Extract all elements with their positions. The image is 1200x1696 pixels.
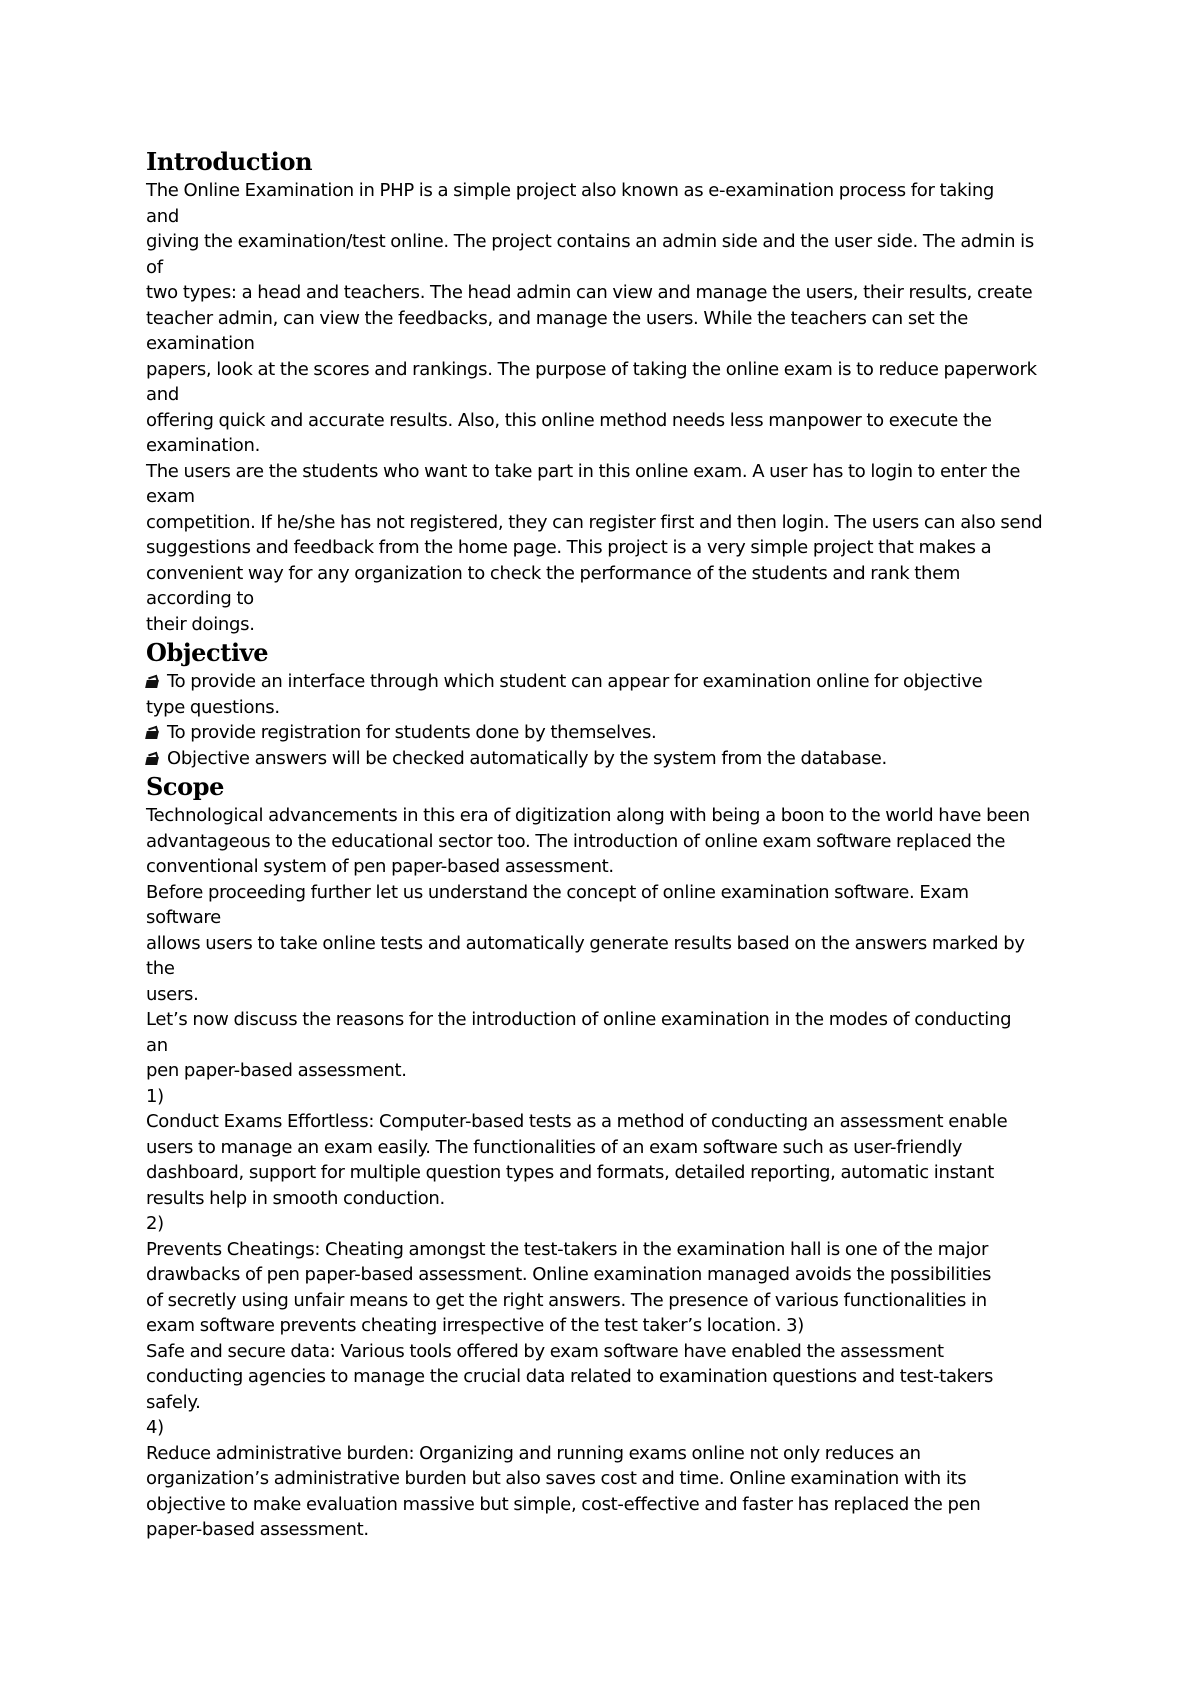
bullet-item <box>146 746 1110 772</box>
text-line: 1) <box>146 1085 164 1107</box>
objective-list <box>146 669 1110 771</box>
text-line: safely. <box>146 1391 201 1413</box>
scope-section <box>146 771 1110 1543</box>
text-line: 4) <box>146 1417 164 1438</box>
bullet-text: To provide registration for students done by themselves. <box>167 722 657 743</box>
text-line: The users are the students who want to take part in this online exam. A user has to login to enter the <box>146 460 1021 482</box>
scope-heading: Scope <box>146 772 225 801</box>
objective-heading: Objective <box>146 638 269 667</box>
text-line: convenient way for any organization to check the performance of the students and rank them <box>146 562 961 584</box>
text-line: an <box>146 1034 168 1056</box>
text-line: according to <box>146 588 254 609</box>
text-line: 2) <box>146 1213 164 1234</box>
text-line: their doings. <box>146 613 255 635</box>
text-line: of <box>146 256 163 278</box>
bullet-item <box>146 669 1110 695</box>
introduction-section <box>146 146 1110 637</box>
bullet-text: To provide an interface through which student can appear for examination online for objective <box>167 671 983 692</box>
text-line: paper-based assessment. <box>146 1519 369 1540</box>
bullet-text: type questions. <box>146 696 280 718</box>
text-line: Reduce administrative burden: Organizing and running exams online not only reduces an <box>146 1442 921 1464</box>
text-line: of secretly using unfair means to get the right answers. The presence of various functionalities in <box>146 1289 987 1311</box>
text-line: pen paper-based assessment. <box>146 1060 407 1081</box>
bullet-continuation <box>146 695 1110 721</box>
text-line: the <box>146 958 175 979</box>
objective-section <box>146 637 1110 771</box>
text-line: Technological advancements in this era of digitization along with being a boon to the world have been <box>146 805 1030 826</box>
text-line: allows users to take online tests and automatically generate results based on the answers marked by <box>146 932 1025 954</box>
text-line: organization’s administrative burden but also saves cost and time. Online examination with its <box>146 1468 967 1489</box>
scope-body <box>146 803 1110 1543</box>
text-line: and <box>146 384 179 405</box>
text-line: The Online Examination in PHP is a simple project also known as e-examination process for taking <box>146 180 995 201</box>
text-line: teacher admin, can view the feedbacks, and manage the users. While the teachers can set the <box>146 307 968 329</box>
text-line: examination <box>146 333 255 354</box>
pointing-hand-bullet-icon <box>146 727 159 739</box>
text-line: conventional system of pen paper-based assessment. <box>146 856 614 877</box>
text-line: Before proceeding further let us understand the concept of online examination software. Exam <box>146 881 969 903</box>
text-line: dashboard, support for multiple question types and formats, detailed reporting, automatic instant <box>146 1162 995 1183</box>
text-line: papers, look at the scores and rankings. The purpose of taking the online exam is to reduce paperwork <box>146 358 1037 380</box>
text-line: results help in smooth conduction. <box>146 1187 445 1209</box>
text-line: examination. <box>146 435 261 456</box>
text-line: drawbacks of pen paper-based assessment. Online examination managed avoids the possibilities <box>146 1264 992 1285</box>
text-line: exam software prevents cheating irrespective of the test taker’s location. 3) <box>146 1315 805 1336</box>
text-line: two types: a head and teachers. The head admin can view and manage the users, their results, create <box>146 282 1033 303</box>
text-line: advantageous to the educational sector too. The introduction of online exam software replaced the <box>146 830 1006 852</box>
pointing-hand-bullet-icon <box>146 753 159 765</box>
text-line: software <box>146 907 221 928</box>
pointing-hand-bullet-icon <box>146 676 159 688</box>
text-line: giving the examination/test online. The project contains an admin side and the user side. The admin is <box>146 231 1034 252</box>
text-line: users. <box>146 983 199 1005</box>
text-line: objective to make evaluation massive but simple, cost-effective and faster has replaced the pen <box>146 1493 981 1515</box>
text-line: competition. If he/she has not registered, they can register first and then login. The users can also send <box>146 511 1043 533</box>
text-line: Conduct Exams Effortless: Computer-based tests as a method of conducting an assessment enable <box>146 1111 1008 1132</box>
text-line: and <box>146 205 179 227</box>
text-line: conducting agencies to manage the crucial data related to examination questions and test-takers <box>146 1366 994 1387</box>
text-line: suggestions and feedback from the home page. This project is a very simple project that makes a <box>146 537 992 558</box>
text-line: Let’s now discuss the reasons for the introduction of online examination in the modes of conducting <box>146 1009 1012 1030</box>
text-line: users to manage an exam easily. The functionalities of an exam software such as user-friendly <box>146 1136 963 1158</box>
introduction-heading: Introduction <box>146 147 313 176</box>
text-line: offering quick and accurate results. Also, this online method needs less manpower to execute the <box>146 409 992 431</box>
text-line: exam <box>146 486 195 507</box>
introduction-body <box>146 178 1110 637</box>
bullet-item <box>146 720 1110 746</box>
text-line: Safe and secure data: Various tools offered by exam software have enabled the assessment <box>146 1340 944 1362</box>
text-line: Prevents Cheatings: Cheating amongst the test-takers in the examination hall is one of the major <box>146 1238 989 1260</box>
bullet-text: Objective answers will be checked automatically by the system from the database. <box>167 747 887 769</box>
